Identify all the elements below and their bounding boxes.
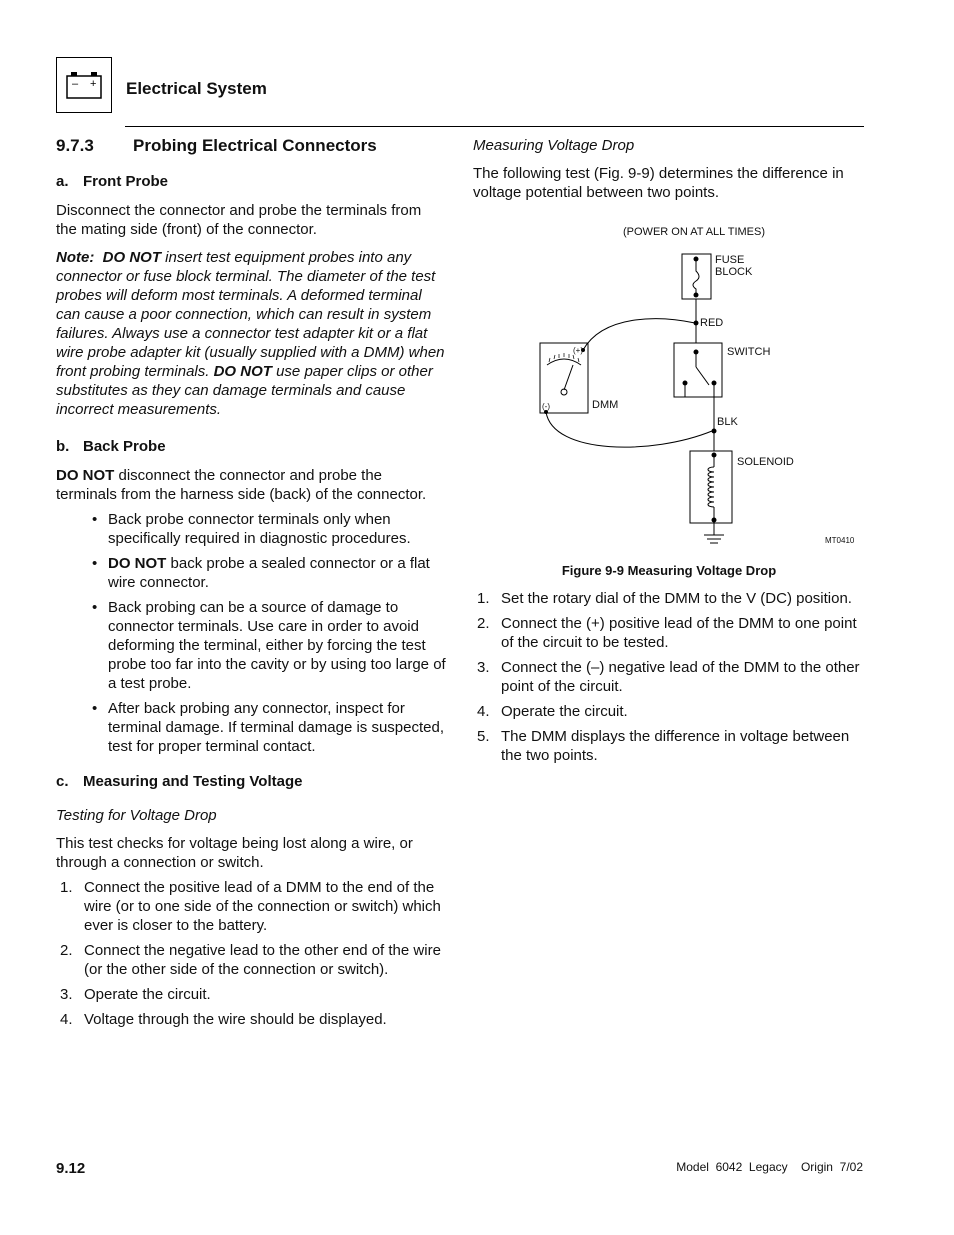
list-item [473, 614, 865, 652]
step-number: 2. [60, 942, 73, 959]
measuring-steps [473, 589, 865, 765]
dmm-plus-label: (+) [573, 346, 583, 355]
front-probe-heading [56, 172, 446, 191]
step-number: 5. [477, 728, 490, 745]
chapter-title: Electrical System [126, 79, 267, 98]
back-probe-text: disconnect the connector and probe the terminals from the harness side (back) of the connector. [56, 467, 427, 503]
solenoid-label: SOLENOID [737, 456, 794, 468]
battery-icon [57, 58, 111, 112]
step-number: 4. [60, 1011, 73, 1028]
list-item [56, 941, 446, 979]
step-text: Set the rotary dial of the DMM to the V (DC) position. [501, 590, 852, 607]
measuring-voltage-subtitle: Measuring Voltage Drop [473, 137, 635, 154]
positive-lead [583, 319, 695, 350]
negative-lead [546, 412, 712, 447]
list-item [56, 878, 446, 935]
front-probe-paragraph: Disconnect the connector and probe the terminals from the mating side (front) of the connector. [56, 202, 422, 238]
list-item [473, 658, 865, 696]
step-number: 1. [60, 879, 73, 896]
bullet-bold: DO NOT [108, 555, 167, 572]
list-item [56, 1010, 446, 1029]
list-item [92, 699, 446, 756]
testing-subtitle: Testing for Voltage Drop [56, 807, 217, 824]
figure-caption: Figure 9-9 Measuring Voltage Drop [561, 563, 777, 578]
measuring-letter: c. [56, 773, 69, 790]
note-do-not-2: DO NOT [213, 363, 272, 380]
testing-steps [56, 878, 446, 1029]
step-number: 1. [477, 590, 490, 607]
figure-code: MT0410 [825, 536, 855, 545]
step-text: Operate the circuit. [84, 986, 211, 1003]
step-text: Connect the (+) positive lead of the DMM to one point of the circuit to be tested. [501, 615, 857, 651]
circuit-diagram [473, 215, 865, 560]
step-text: Connect the negative lead to the other end of the wire (or the other side of the connection or switch). [84, 942, 441, 978]
note-label: Note: [56, 249, 95, 266]
section-title: Probing Electrical Connectors [133, 136, 377, 155]
circuit-diagram-svg [473, 215, 865, 560]
step-number: 3. [60, 986, 73, 1003]
list-item [92, 554, 446, 592]
step-text: Connect the positive lead of a DMM to the end of the wire (or to one side of the connection or switch) which ever is closer to the battery. [84, 879, 441, 934]
block-label: BLOCK [715, 266, 753, 278]
back-probe-do-not: DO NOT [56, 467, 115, 484]
bullet-text: back probe a sealed connector or a flat wire connector. [108, 555, 430, 591]
testing-paragraph: This test checks for voltage being lost along a wire, or through a connection or switch. [56, 835, 413, 871]
front-probe-note [56, 248, 446, 419]
section-icon-box [56, 57, 112, 113]
list-item [473, 589, 865, 608]
switch-label: SWITCH [727, 346, 771, 358]
step-text: The DMM displays the difference in voltage between the two points. [501, 728, 850, 764]
left-column [56, 136, 446, 1035]
note-text-1: insert test equipment probes into any connector or fuse block terminal. The diameter of the test probes will deform most terminals. A deformed terminal can cause a poor connection, which can result in system failures. Always use a connector test adapter kit or a flat wire probe adapter kit (usually supplied with a DMM) when front probing terminals. [56, 249, 445, 380]
measuring-heading [56, 772, 446, 791]
bullet-text: Back probing can be a source of damage to connector terminals. Use care in order to avoid deforming the terminal, either by forcing the test probe too far into the cavity or by using too large of a test probe. [108, 599, 446, 692]
dmm-minus-label: (-) [542, 402, 550, 411]
dmm-label: DMM [592, 399, 619, 411]
header-rule [125, 126, 864, 127]
fuse-element [693, 259, 699, 295]
back-probe-paragraph [56, 466, 446, 504]
front-probe-letter: a. [56, 173, 69, 190]
list-item [56, 985, 446, 1004]
battery-plus-sign: + [90, 78, 97, 90]
list-item [473, 727, 865, 765]
page-number: 9.12 [56, 1160, 86, 1177]
battery-minus-sign: – [72, 78, 79, 90]
bullet-text: After back probing any connector, inspect for terminal damage. If terminal damage is suspected, test for proper terminal contact. [108, 700, 444, 755]
back-probe-letter: b. [56, 438, 70, 455]
step-number: 4. [477, 703, 490, 720]
right-steps-container [473, 589, 865, 771]
step-text: Connect the (–) negative lead of the DMM to the other point of the circuit. [501, 659, 860, 695]
measuring-title: Measuring and Testing Voltage [83, 773, 303, 790]
back-probe-title: Back Probe [83, 438, 166, 455]
right-column [473, 136, 865, 202]
list-item [92, 598, 446, 693]
back-probe-bullets [56, 510, 446, 756]
fuse-label: FUSE [715, 254, 745, 266]
step-text: Operate the circuit. [501, 703, 628, 720]
dmm-needle [564, 365, 573, 390]
note-do-not-1: DO NOT [102, 249, 162, 266]
front-probe-title: Front Probe [83, 173, 168, 190]
list-item [92, 510, 446, 548]
blk-label: BLK [717, 416, 738, 428]
section-number: 9.7.3 [56, 136, 94, 155]
red-label: RED [700, 317, 724, 329]
solenoid-coil [708, 467, 714, 507]
measuring-voltage-paragraph: The following test (Fig. 9-9) determines the difference in voltage potential between two points. [473, 165, 844, 201]
power-label: (POWER ON AT ALL TIMES) [623, 226, 766, 238]
dmm-scale [547, 359, 581, 365]
list-item [473, 702, 865, 721]
back-probe-heading [56, 437, 446, 456]
note-text-2: use paper clips or other substitutes as they can damage terminals and cause incorrect measurements. [56, 363, 433, 418]
step-number: 3. [477, 659, 490, 676]
switch-arm [696, 367, 709, 385]
step-number: 2. [477, 615, 490, 632]
section-heading [56, 136, 446, 164]
step-text: Voltage through the wire should be displayed. [84, 1011, 387, 1028]
footer-model: Model 6042 Legacy Origin 7/02 [676, 1160, 863, 1174]
bullet-text: Back probe connector terminals only when specifically required in diagnostic procedures. [108, 511, 411, 547]
